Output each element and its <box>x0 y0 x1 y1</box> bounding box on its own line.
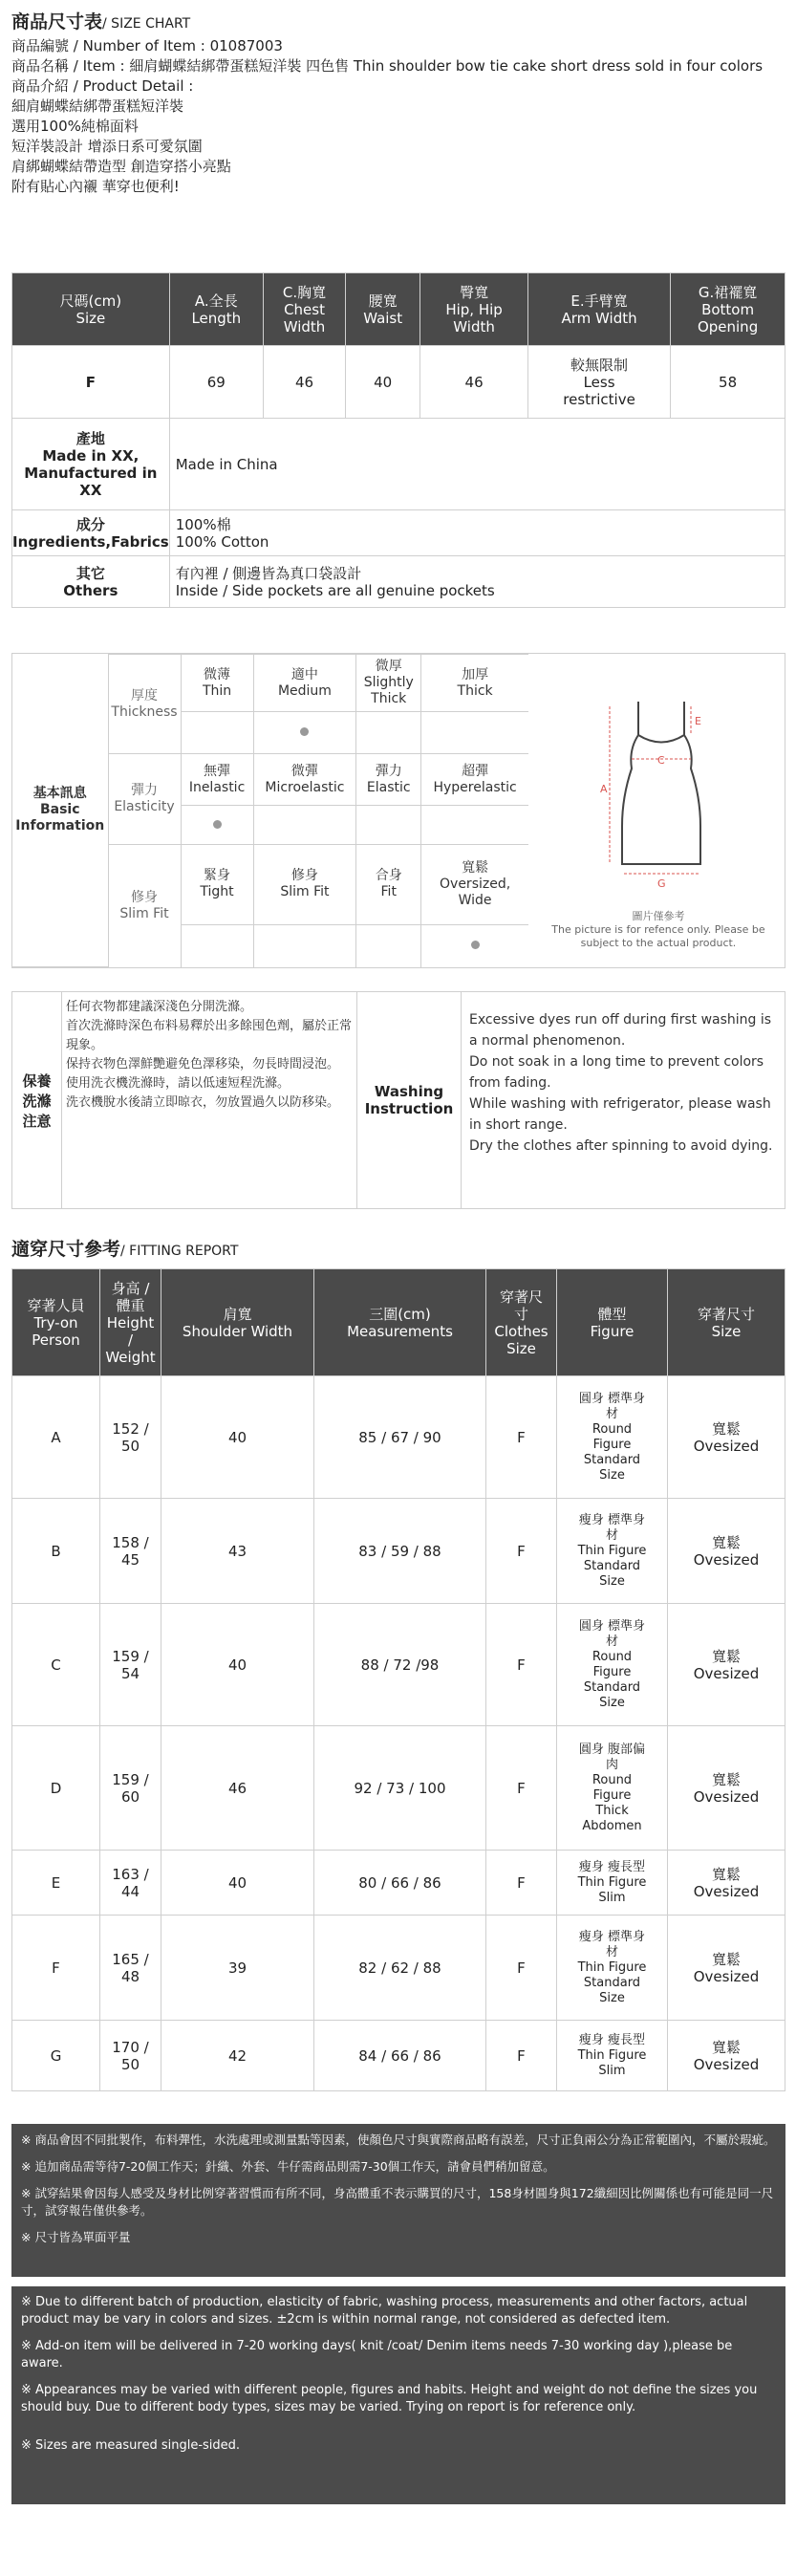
wash-item-cn: 保持衣物色澤鮮艷避免色澤移染，勿長時間浸泡。 <box>66 1057 340 1072</box>
elasticity-cell <box>421 806 528 844</box>
fitting-cell: F <box>486 2021 557 2091</box>
fitting-row <box>12 1604 785 1726</box>
thickness-option: 微薄 Thin <box>181 655 253 712</box>
fitting-cell: 83 / 59 / 88 <box>314 1499 486 1604</box>
fit-header: 穿著尺寸 Size <box>668 1269 785 1376</box>
others-label: 其它 Others <box>12 556 170 608</box>
fitting-cell: 寬鬆 Ovesized <box>668 1916 785 2021</box>
origin-label: 產地 Made in XX, Manufactured in XX <box>12 419 170 510</box>
person-cell: D <box>12 1726 100 1851</box>
fitting-cell: 163 / 44 <box>100 1851 161 1916</box>
fitting-row <box>12 1851 785 1916</box>
elasticity-option: 超彈 Hyperelastic <box>421 754 528 806</box>
fit-header: 三圍(cm) Measurements <box>314 1269 486 1376</box>
fitting-cell: 圓身 標準身 材 Round Figure Standard Size <box>557 1604 668 1726</box>
note-en: ※ Add-on item will be delivered in 7-20 working days( knit /coat/ Denim items needs 7-30 working day ),please be aware. <box>21 2339 733 2370</box>
thickness-option: 加厚 Thick <box>421 655 528 712</box>
wash-item-cn: 使用洗衣機洗滌時，請以低速短程洗滌。 <box>66 1076 290 1091</box>
fit-cell <box>181 924 253 966</box>
wash-item-en: While washing with refrigerator, please wash in short range. <box>469 1096 771 1133</box>
fitting-cell: 瘦身 瘦長型 Thin Figure Slim <box>557 1851 668 1916</box>
size-table <box>11 272 785 608</box>
size-header: 尺碼(cm) Size <box>12 273 170 346</box>
fitting-cell: F <box>486 1851 557 1916</box>
origin-value: Made in China <box>169 419 785 510</box>
thickness-cell <box>181 712 253 754</box>
note-cn: ※ 試穿結果會因每人感受及身材比例穿著習慣而有所不同，身高體重不表示購買的尺寸，158身材圓身與172纖細因比例關係也有可能是同一尺寸，試穿報告僅供參考。 <box>21 2186 774 2218</box>
size-cell: 58 <box>671 346 785 419</box>
thickness-cell <box>356 712 421 754</box>
fitting-cell: 92 / 73 / 100 <box>314 1726 486 1851</box>
elasticity-cell <box>253 806 356 844</box>
fitting-cell: 43 <box>161 1499 314 1604</box>
fit-option: 寬鬆 Oversized, Wide <box>421 844 528 924</box>
fitting-cell: 85 / 67 / 90 <box>314 1376 486 1499</box>
wash-item-en: Excessive dyes run off during first washing is a normal phenomenon. <box>469 1012 772 1049</box>
fitting-title: 適穿尺寸參考/ FITTING REPORT <box>11 1239 239 1260</box>
fit-option: 合身 Fit <box>356 844 421 924</box>
fitting-row <box>12 1499 785 1604</box>
fitting-cell: 82 / 62 / 88 <box>314 1916 486 2021</box>
note-cn: ※ 尺寸皆為單面平量 <box>21 2230 131 2244</box>
thickness-cell <box>421 712 528 754</box>
ingredients-value: 100%棉 100% Cotton <box>169 510 785 556</box>
diagram-letter: A <box>600 783 608 795</box>
fit-header: 肩寬 Shoulder Width <box>161 1269 314 1376</box>
fitting-cell: 158 / 45 <box>100 1499 161 1604</box>
size-header: E.手臂寬 Arm Width <box>527 273 670 346</box>
fitting-cell: 寬鬆 Ovesized <box>668 1726 785 1851</box>
thickness-option: 適中 Medium <box>253 655 356 712</box>
wash-item-cn: 首次洗滌時深色布料易釋於出多餘囤色劑，屬於正常現象。 <box>66 1019 353 1052</box>
wash-label-cn: 保養 洗滌 注意 <box>12 992 62 1208</box>
selected-dot-icon <box>213 820 222 829</box>
thickness-label: 厚度 Thickness <box>108 655 181 754</box>
diagram-letter: E <box>695 715 701 727</box>
notes-cn <box>11 2124 785 2277</box>
fitting-cell: F <box>486 1916 557 2021</box>
size-cell: 40 <box>346 346 420 419</box>
fitting-cell: 寬鬆 Ovesized <box>668 1851 785 1916</box>
diagram-letter: G <box>657 877 666 890</box>
fitting-cell: 152 / 50 <box>100 1376 161 1499</box>
elasticity-cell <box>181 806 253 844</box>
fitting-cell: 159 / 60 <box>100 1726 161 1851</box>
fitting-cell: 圓身 標準身 材 Round Figure Standard Size <box>557 1376 668 1499</box>
fitting-cell: 80 / 66 / 86 <box>314 1851 486 1916</box>
selected-dot-icon <box>300 727 309 736</box>
note-cn: ※ 追加商品需等待7-20個工作天；針織、外套、牛仔需商品則需7-30個工作天，請會員們稍加留意。 <box>21 2159 555 2174</box>
fitting-cell: 寬鬆 Ovesized <box>668 2021 785 2091</box>
person-cell: E <box>12 1851 100 1916</box>
fitting-cell: 瘦身 標準身 材 Thin Figure Standard Size <box>557 1499 668 1604</box>
wash-item-cn: 任何衣物都建議深淺色分開洗滌。 <box>66 1000 253 1014</box>
fitting-cell: 圓身 腹部偏 肉 Round Figure Thick Abdomen <box>557 1726 668 1851</box>
thickness-cell <box>253 712 356 754</box>
selected-dot-icon <box>471 941 480 949</box>
fitting-table <box>11 1268 785 2091</box>
basic-info-label: 基本訊息 Basic Information <box>12 655 108 967</box>
diagram-letter: C <box>657 754 665 767</box>
size-cell: F <box>12 346 170 419</box>
others-value: 有內裡 / 側邊皆為真口袋設計 Inside / Side pockets are all genuine pockets <box>169 556 785 608</box>
fit-option: 修身 Slim Fit <box>253 844 356 924</box>
person-cell: G <box>12 2021 100 2091</box>
note-en: ※ Due to different batch of production, elasticity of fabric, washing process, measurements and other factors, actual product may be vary in colors and sizes. ±2cm is within normal range, not considered as defected item. <box>21 2295 748 2327</box>
fit-cell <box>356 924 421 966</box>
ingredients-label: 成分 Ingredients,Fabrics <box>12 510 170 556</box>
person-cell: F <box>12 1916 100 2021</box>
notes-en <box>11 2286 785 2504</box>
fitting-row <box>12 1376 785 1499</box>
fitting-cell: 瘦身 標準身 材 Thin Figure Standard Size <box>557 1916 668 2021</box>
elasticity-option: 微彈 Microelastic <box>253 754 356 806</box>
fitting-cell: F <box>486 1604 557 1726</box>
note-en: ※ Appearances may be varied with different people, figures and habits. Height and weight do not define the sizes you should buy. Due to different body types, sizes may be varied. Trying on report is for reference only. <box>21 2383 758 2414</box>
elasticity-cell <box>356 806 421 844</box>
fit-option: 緊身 Tight <box>181 844 253 924</box>
fitting-cell: 170 / 50 <box>100 2021 161 2091</box>
info-line: 短洋裝設計 增添日系可愛氛圍 <box>11 138 203 155</box>
fitting-cell: 84 / 66 / 86 <box>314 2021 486 2091</box>
washing-panel <box>11 991 785 1209</box>
wash-item-en: Dry the clothes after spinning to avoid dying. <box>469 1138 773 1154</box>
note-en: ※ Sizes are measured single-sided. <box>21 2438 241 2453</box>
fitting-row <box>12 2021 785 2091</box>
page-title: 商品尺寸表/ SIZE CHART <box>11 11 191 32</box>
fitting-cell: 瘦身 瘦長型 Thin Figure Slim <box>557 2021 668 2091</box>
size-cell: 69 <box>169 346 263 419</box>
size-cell: 46 <box>263 346 345 419</box>
person-cell: C <box>12 1604 100 1726</box>
elasticity-option: 彈力 Elastic <box>356 754 421 806</box>
wash-list-cn <box>66 998 353 1113</box>
info-line: 附有貼心內襯 華穿也便利! <box>11 178 180 195</box>
info-line: 細肩蝴蝶結綁帶蛋糕短洋裝 <box>11 97 184 115</box>
dress-outline-icon <box>622 702 700 864</box>
elasticity-label: 彈力 Elasticity <box>108 754 181 844</box>
wash-list-en <box>469 1009 780 1157</box>
fitting-row <box>12 1916 785 2021</box>
fitting-cell: 46 <box>161 1726 314 1851</box>
fitting-cell: 40 <box>161 1851 314 1916</box>
size-header: 臀寬 Hip, Hip Width <box>420 273 528 346</box>
dress-diagram <box>548 682 767 902</box>
fit-header: 體型 Figure <box>557 1269 668 1376</box>
attributes-table <box>12 654 528 967</box>
fit-header: 穿著尺 寸 Clothes Size <box>486 1269 557 1376</box>
info-line: 肩綁蝴蝶結帶造型 創造穿搭小亮點 <box>11 158 231 175</box>
person-cell: A <box>12 1376 100 1499</box>
info-line: 商品編號 / Number of Item : 01087003 <box>11 37 283 54</box>
fit-header: 身高 / 體重 Height / Weight <box>100 1269 161 1376</box>
elasticity-option: 無彈 Inelastic <box>181 754 253 806</box>
fitting-row <box>12 1726 785 1851</box>
size-cell: 46 <box>420 346 528 419</box>
info-line: 商品介紹 / Product Detail : <box>11 77 194 95</box>
fit-header: 穿著人員 Try-on Person <box>12 1269 100 1376</box>
info-line: 商品名稱 / Item : 細肩蝴蝶結綁帶蛋糕短洋裝 四色售 Thin shoulder bow tie cake short dress sold in four colors <box>11 57 764 75</box>
fitting-cell: F <box>486 1499 557 1604</box>
attributes-panel <box>11 653 785 968</box>
fit-cell <box>421 924 528 966</box>
info-line: 選用100%純棉面料 <box>11 118 139 135</box>
fitting-cell: 39 <box>161 1916 314 2021</box>
wash-label-en: Washing Instruction <box>356 992 462 1208</box>
fit-cell <box>253 924 356 966</box>
fit-label: 修身 Slim Fit <box>108 844 181 966</box>
fitting-cell: 165 / 48 <box>100 1916 161 2021</box>
fitting-cell: 寬鬆 Ovesized <box>668 1376 785 1499</box>
fitting-cell: 88 / 72 /98 <box>314 1604 486 1726</box>
product-info <box>11 36 785 197</box>
size-header: C.胸寬 Chest Width <box>263 273 345 346</box>
size-cell: 較無限制 Less restrictive <box>527 346 670 419</box>
fitting-cell: 40 <box>161 1604 314 1726</box>
fitting-cell: F <box>486 1376 557 1499</box>
note-cn: ※ 商品會因不同批製作，布料彈性，水洗處理或測量點等因素，使顏色尺寸與實際商品略有誤差，尺寸正負兩公分為正常範圍內，不屬於瑕疵。 <box>21 2132 776 2147</box>
fitting-cell: F <box>486 1726 557 1851</box>
fitting-cell: 寬鬆 Ovesized <box>668 1499 785 1604</box>
wash-item-cn: 洗衣機脫水後請立即晾衣，勿放置過久以防移染。 <box>66 1095 340 1110</box>
size-header: 腰寬 Waist <box>346 273 420 346</box>
fitting-cell: 寬鬆 Ovesized <box>668 1604 785 1726</box>
size-header: A.全長 Length <box>169 273 263 346</box>
person-cell: B <box>12 1499 100 1604</box>
thickness-option: 微厚 Slightly Thick <box>356 655 421 712</box>
size-header: G.裙襬寬 Bottom Opening <box>671 273 785 346</box>
fitting-cell: 159 / 54 <box>100 1604 161 1726</box>
wash-item-en: Do not soak in a long time to prevent colors from fading. <box>469 1054 764 1091</box>
fitting-cell: 42 <box>161 2021 314 2091</box>
fitting-cell: 40 <box>161 1376 314 1499</box>
diagram-caption: 圖片僅參考 The picture is for refence only. Please be subject to the actual product. <box>551 910 765 949</box>
